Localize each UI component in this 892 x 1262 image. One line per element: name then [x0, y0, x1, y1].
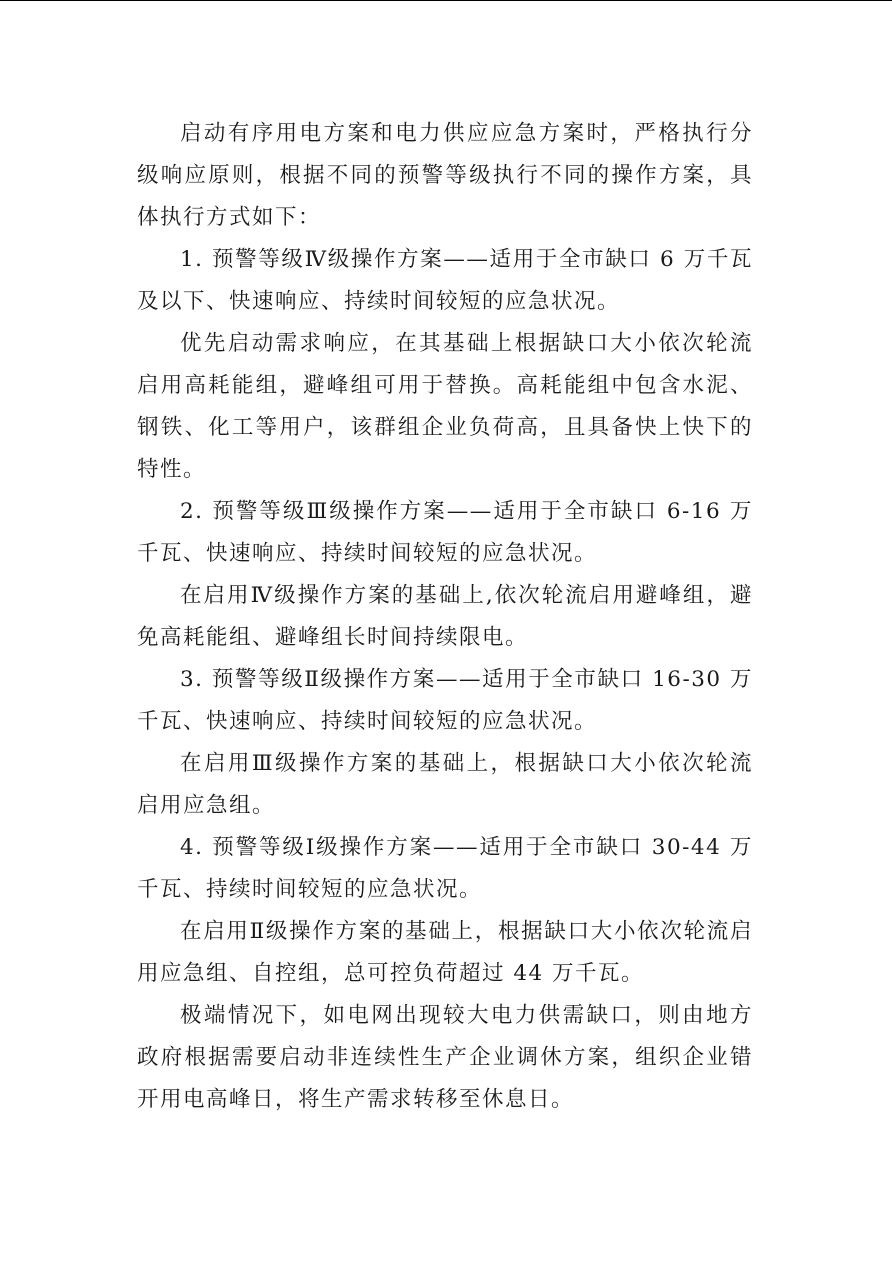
- document-body: [137, 113, 753, 1121]
- paragraph-level-3-heading: 2. 预警等级Ⅲ级操作方案——适用于全市缺口 6-16 万千瓦、快速响应、持续时间较短的应急状况。: [137, 499, 753, 566]
- paragraph-level-4-heading: 1. 预警等级Ⅳ级操作方案——适用于全市缺口 6 万千瓦及以下、快速响应、持续时间较短的应急状况。: [137, 247, 753, 314]
- paragraph-level-4-detail: 优先启动需求响应，在其基础上根据缺口大小依次轮流启用高耗能组，避峰组可用于替换。高耗能组中包含水泥、钢铁、化工等用户，该群组企业负荷高，且具备快上快下的特性。: [137, 331, 753, 482]
- paragraph-extreme-case: 极端情况下，如电网出现较大电力供需缺口，则由地方政府根据需要启动非连续性生产企业调休方案，组织企业错开用电高峰日，将生产需求转移至休息日。: [137, 1003, 753, 1112]
- paragraph-level-1-heading: 4. 预警等级Ⅰ级操作方案——适用于全市缺口 30-44 万千瓦、持续时间较短的应急状况。: [137, 835, 753, 902]
- paragraph-level-2-detail: 在启用Ⅲ级操作方案的基础上，根据缺口大小依次轮流启用应急组。: [137, 751, 753, 818]
- paragraph-level-1-detail: 在启用Ⅱ级操作方案的基础上，根据缺口大小依次轮流启用应急组、自控组，总可控负荷超过 44 万千瓦。: [137, 919, 753, 986]
- paragraph-level-2-heading: 3. 预警等级Ⅱ级操作方案——适用于全市缺口 16-30 万千瓦、快速响应、持续时间较短的应急状况。: [137, 667, 753, 734]
- paragraph-level-3-detail: 在启用Ⅳ级操作方案的基础上,依次轮流启用避峰组，避免高耗能组、避峰组长时间持续限电。: [137, 583, 753, 650]
- paragraph-intro: 启动有序用电方案和电力供应应急方案时，严格执行分级响应原则，根据不同的预警等级执行不同的操作方案，具体执行方式如下：: [137, 121, 753, 230]
